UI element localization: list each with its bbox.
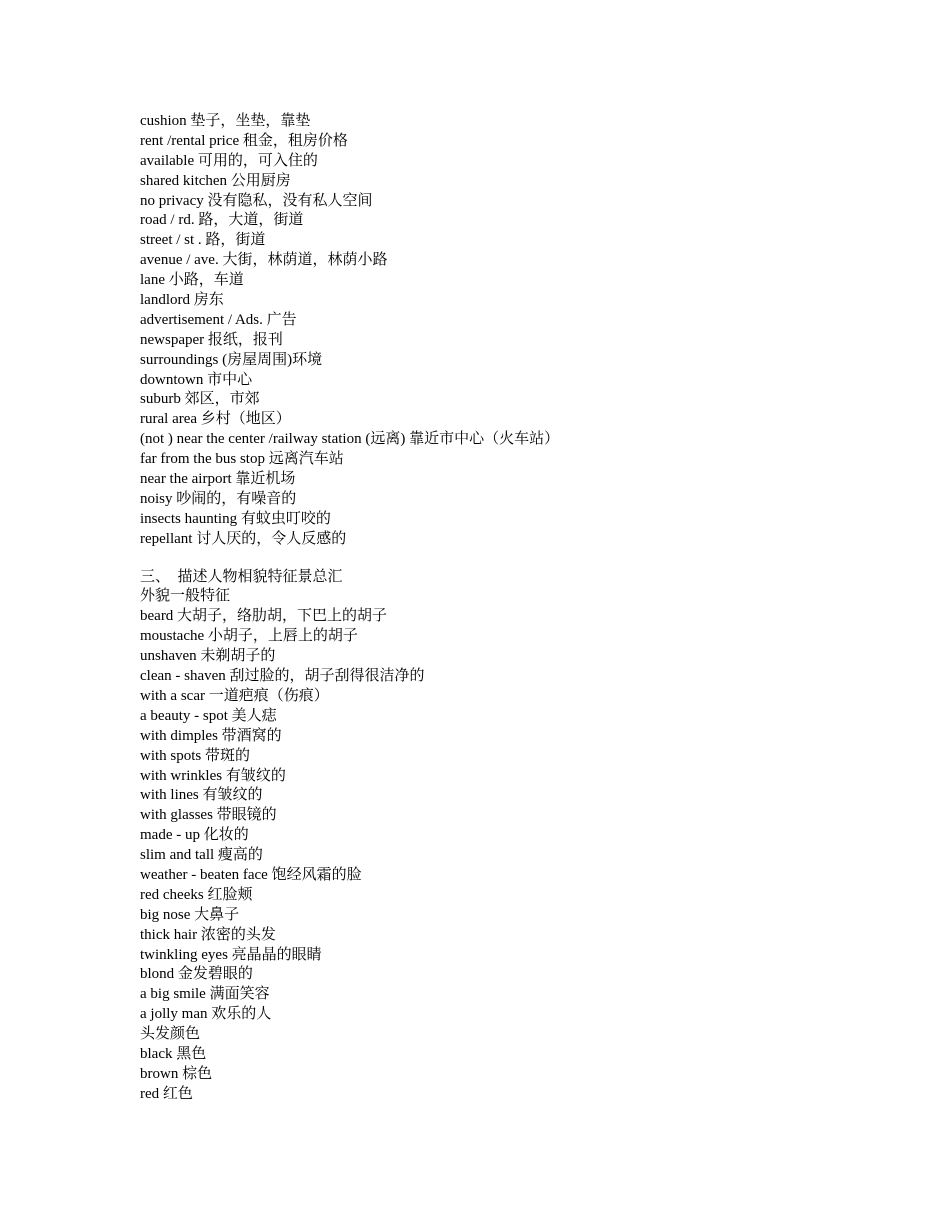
vocab-line: a big smile 满面笑容 <box>140 986 270 1003</box>
section-subheading: 外貌一般特征 <box>140 588 231 605</box>
vocab-line: brown 棕色 <box>140 1065 213 1082</box>
vocab-line: with spots 带斑的 <box>140 747 251 764</box>
vocab-line: a jolly man 欢乐的人 <box>140 1006 272 1023</box>
vocab-line: suburb 郊区，市郊 <box>140 391 260 408</box>
vocab-line: moustache 小胡子，上唇上的胡子 <box>140 628 358 645</box>
vocab-line: unshaven 未剃胡子的 <box>140 648 276 665</box>
vocab-line: a beauty - spot 美人痣 <box>140 707 277 724</box>
vocab-line: slim and tall 瘦高的 <box>140 847 263 864</box>
vocab-line: shared kitchen 公用厨房 <box>140 172 291 189</box>
vocab-line: with lines 有皱纹的 <box>140 787 263 804</box>
vocab-line: red cheeks 红脸颊 <box>140 886 253 903</box>
vocab-line: near the airport 靠近机场 <box>140 471 296 488</box>
vocab-line: newspaper 报纸，报刊 <box>140 331 283 348</box>
vocab-line: street / st . 路，街道 <box>140 232 266 249</box>
section-heading: 三、 描述人物相貌特征景总汇 <box>140 568 343 585</box>
vocab-line: insects haunting 有蚊虫叮咬的 <box>140 510 331 527</box>
vocab-line: made - up 化妆的 <box>140 827 249 844</box>
vocab-line: twinkling eyes 亮晶晶的眼睛 <box>140 946 322 963</box>
vocab-line: repellant 讨人厌的，令人反感的 <box>140 530 347 547</box>
vocab-line: weather - beaten face 饱经风霜的脸 <box>140 866 362 883</box>
vocab-line: cushion 垫子，坐垫，靠垫 <box>140 113 311 129</box>
vocab-line: (not ) near the center /railway station (远离) 靠近市中心（火车站） <box>140 431 560 448</box>
vocab-line: lane 小路，车道 <box>140 272 244 289</box>
vocab-line: road / rd. 路，大道，街道 <box>140 212 304 229</box>
vocab-line: surroundings (房屋周围)环境 <box>140 351 323 368</box>
vocab-line: far from the bus stop 远离汽车站 <box>140 451 344 468</box>
vocab-line: advertisement / Ads. 广告 <box>140 311 297 328</box>
vocab-line: with dimples 带酒窝的 <box>140 727 282 744</box>
vocab-line: beard 大胡子，络肋胡，下巴上的胡子 <box>140 608 388 625</box>
vocab-line: with wrinkles 有皱纹的 <box>140 767 286 784</box>
vocab-line: blond 金发碧眼的 <box>140 966 253 983</box>
vocab-line: rural area 乡村（地区） <box>140 411 291 428</box>
vocab-line: no privacy 没有隐私，没有私人空间 <box>140 192 373 209</box>
vocab-line: big nose 大鼻子 <box>140 906 240 923</box>
vocab-line: noisy 吵闹的，有噪音的 <box>140 490 297 507</box>
vocab-line: landlord 房东 <box>140 292 224 309</box>
vocab-line: avenue / ave. 大街，林荫道，林荫小路 <box>140 252 388 269</box>
hair-color-heading: 头发颜色 <box>140 1026 201 1043</box>
paragraph-gap <box>140 550 900 568</box>
vocab-line: clean - shaven 刮过脸的，胡子刮得很洁净的 <box>140 668 425 685</box>
vocab-line: black 黑色 <box>140 1045 207 1062</box>
vocab-line: with a scar 一道疤痕（伤痕） <box>140 687 329 704</box>
vocab-line: rent /rental price 租金，租房价格 <box>140 132 348 149</box>
vocab-line: red 红色 <box>140 1085 193 1102</box>
page-content <box>140 112 900 1105</box>
vocab-line: available 可用的，可入住的 <box>140 152 318 169</box>
vocab-line: thick hair 浓密的头发 <box>140 926 276 943</box>
vocab-line: with glasses 带眼镜的 <box>140 807 277 824</box>
vocab-line: downtown 市中心 <box>140 371 253 388</box>
